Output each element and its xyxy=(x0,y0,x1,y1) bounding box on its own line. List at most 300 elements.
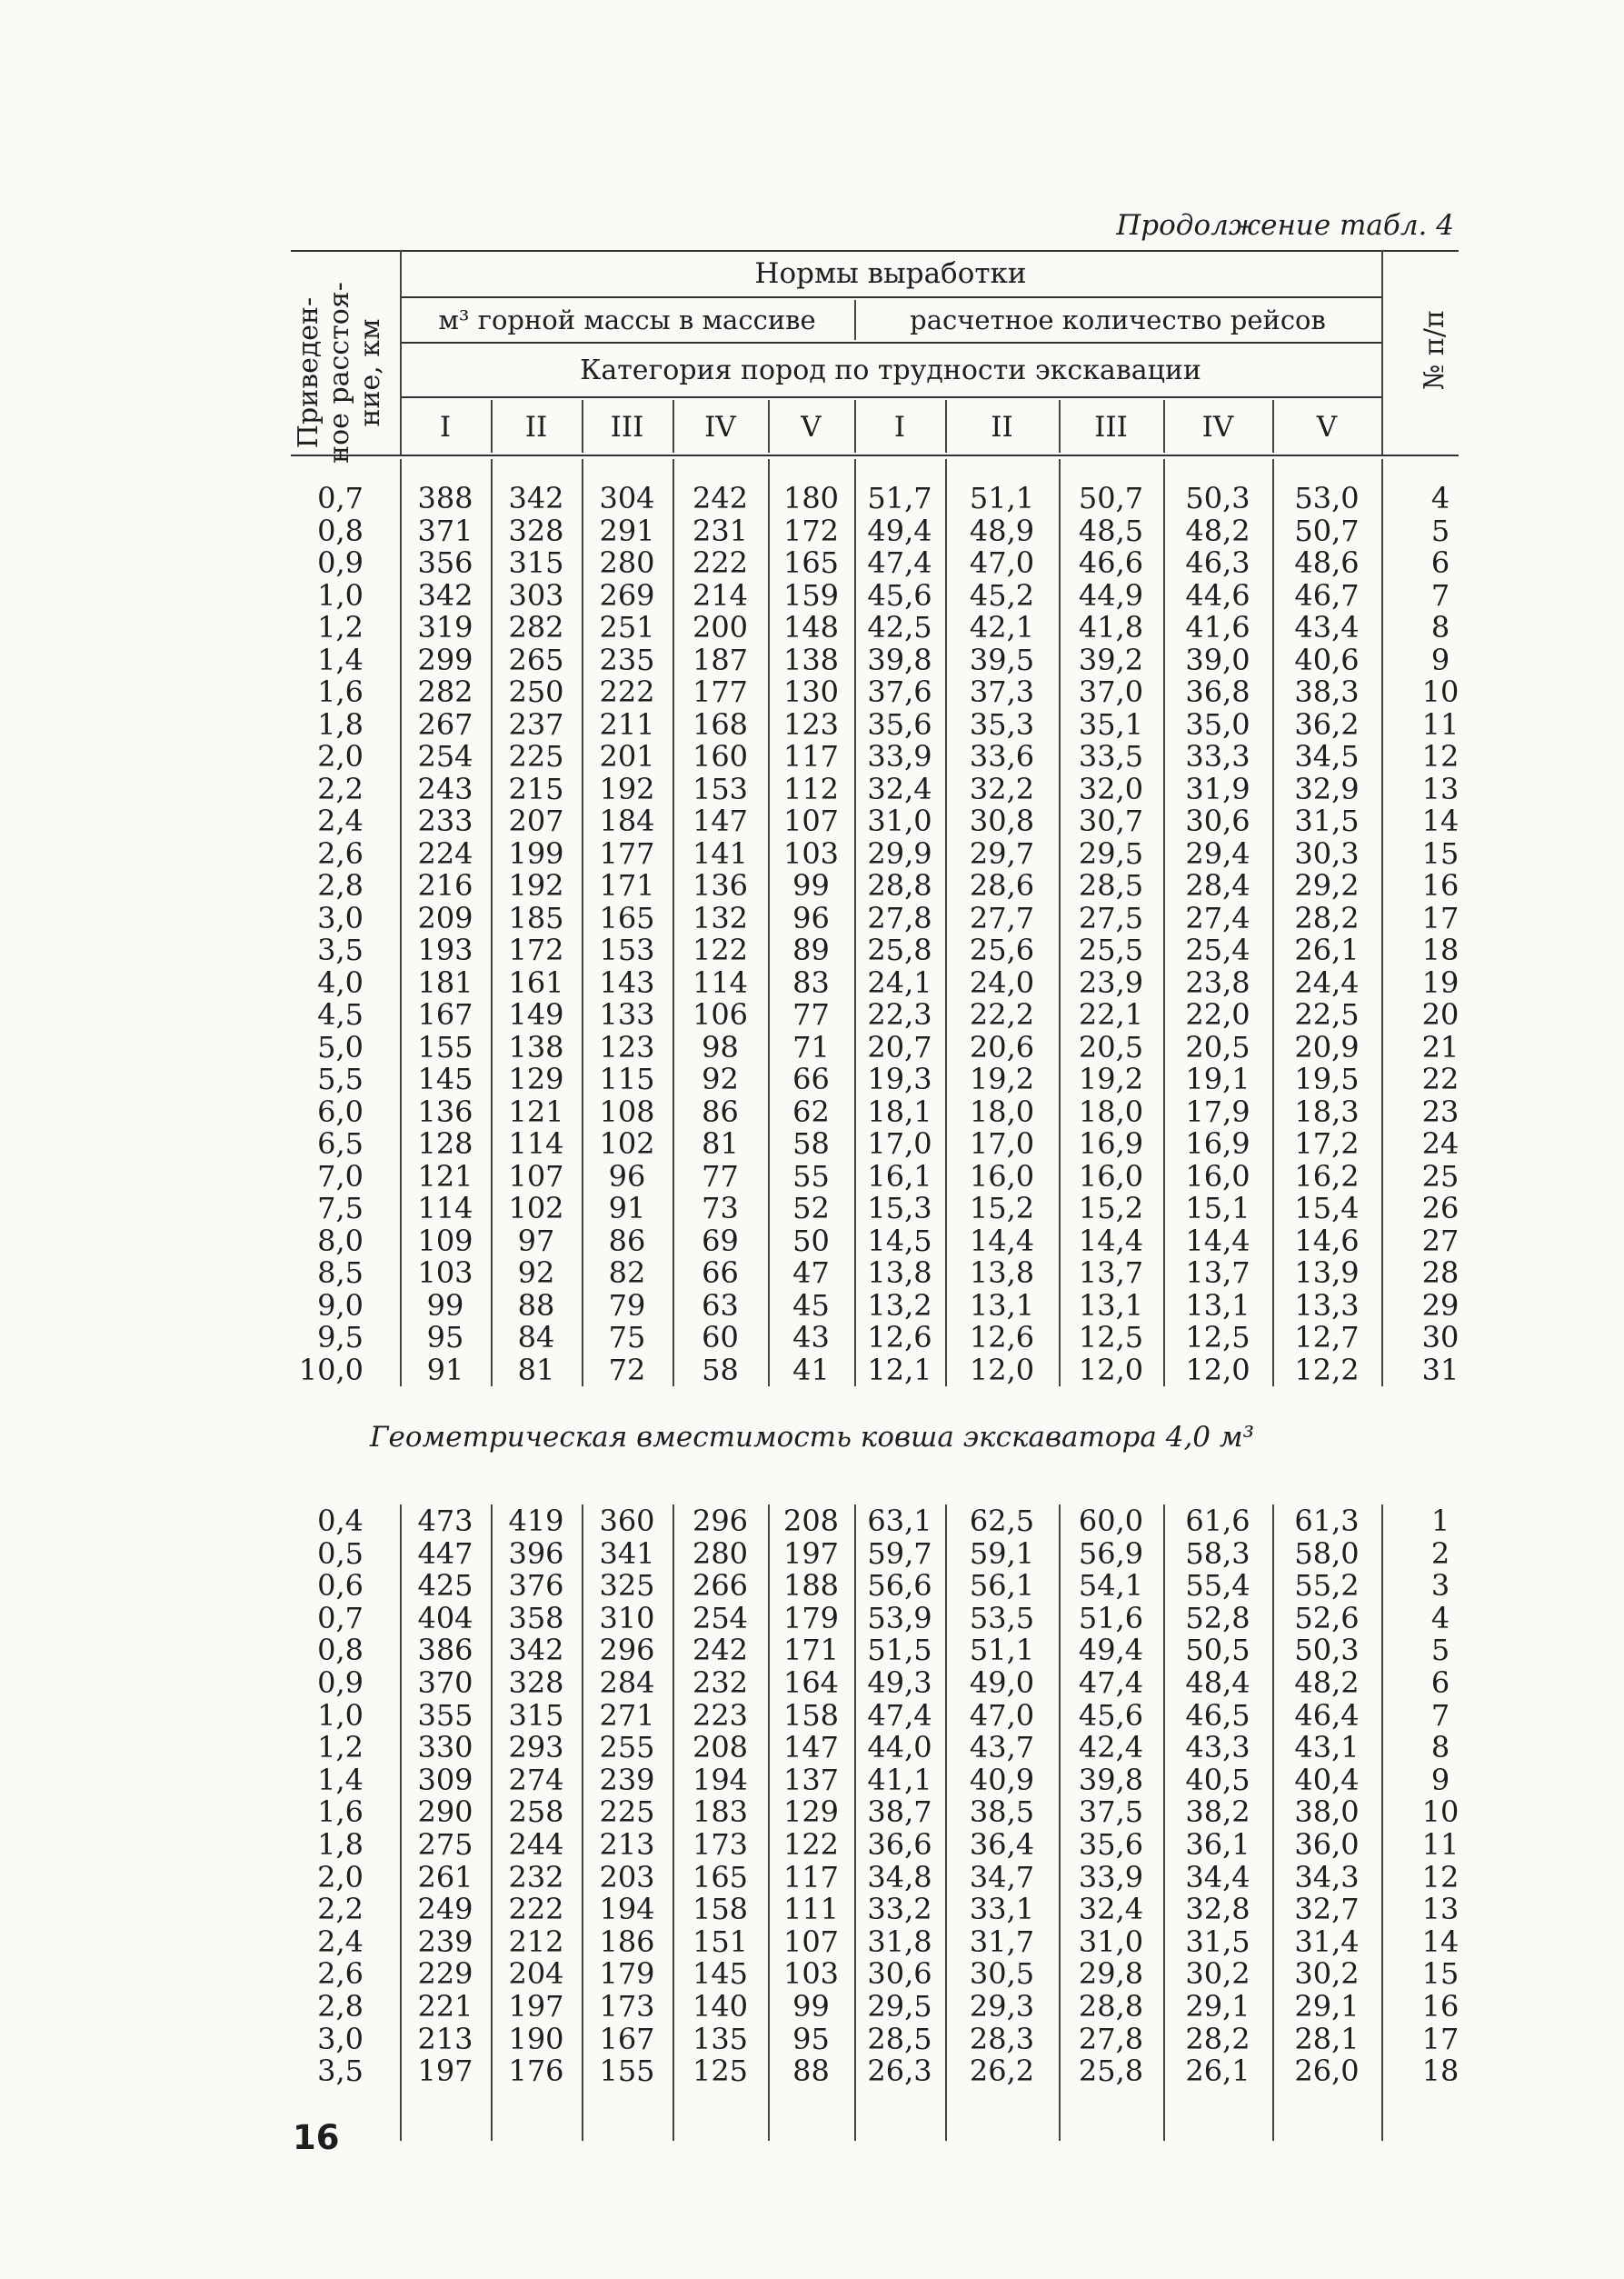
cell-mass-cat-5: 158 xyxy=(782,1697,840,1733)
cell-mass-cat-2: 185 xyxy=(508,900,564,935)
cell-mass-cat-4: 254 xyxy=(692,1600,749,1635)
cell-trips-cat-1: 12,1 xyxy=(867,1352,932,1387)
cell-trips-cat-4: 23,8 xyxy=(1185,965,1250,1000)
cell-trips-cat-3: 41,8 xyxy=(1078,610,1144,645)
cell-trips-cat-1: 33,9 xyxy=(867,739,932,774)
cell-row-number: 11 xyxy=(1421,706,1460,742)
cell-trips-cat-5: 12,7 xyxy=(1294,1320,1360,1354)
cell-trips-cat-2: 15,2 xyxy=(969,1191,1035,1225)
cell-trips-cat-3: 13,7 xyxy=(1078,1255,1144,1290)
cell-mass-cat-5: 129 xyxy=(782,1794,840,1830)
cell-mass-cat-2: 138 xyxy=(508,1029,564,1065)
header-category: Категория пород по трудности экскавации xyxy=(580,355,1201,386)
cell-mass-cat-1: 209 xyxy=(417,900,473,935)
cell-trips-cat-1: 41,1 xyxy=(867,1762,932,1797)
cell-distance: 0,5 xyxy=(317,1535,364,1571)
cell-trips-cat-4: 55,4 xyxy=(1185,1568,1250,1604)
table-row xyxy=(0,837,1624,870)
table-row xyxy=(0,869,1624,902)
table-row xyxy=(0,902,1624,935)
cell-trips-cat-1: 56,6 xyxy=(867,1568,932,1604)
cell-row-number: 11 xyxy=(1421,1827,1460,1862)
cell-mass-cat-5: 180 xyxy=(782,481,840,515)
cell-trips-cat-5: 22,5 xyxy=(1294,997,1360,1032)
table-row xyxy=(0,579,1624,612)
cell-trips-cat-2: 47,0 xyxy=(969,545,1035,580)
cell-trips-cat-1: 42,5 xyxy=(867,610,932,645)
cell-row-number: 7 xyxy=(1430,577,1450,613)
cell-trips-cat-5: 28,1 xyxy=(1294,2021,1360,2056)
cell-trips-cat-3: 20,5 xyxy=(1078,1029,1144,1065)
cell-trips-cat-5: 30,3 xyxy=(1294,835,1360,871)
cell-trips-cat-3: 16,9 xyxy=(1078,1126,1144,1161)
cell-mass-cat-3: 251 xyxy=(599,610,655,645)
cell-mass-cat-1: 330 xyxy=(417,1730,473,1765)
table-row xyxy=(0,644,1624,676)
cell-mass-cat-1: 239 xyxy=(417,1924,473,1959)
cell-trips-cat-2: 33,6 xyxy=(969,739,1035,774)
cell-trips-cat-3: 33,5 xyxy=(1078,739,1144,774)
cell-mass-cat-4: 63 xyxy=(702,1287,739,1323)
cell-mass-cat-4: 58 xyxy=(702,1352,739,1387)
cell-trips-cat-5: 38,0 xyxy=(1294,1794,1360,1830)
table-row xyxy=(0,546,1624,579)
cell-row-number: 20 xyxy=(1421,997,1460,1032)
cell-trips-cat-1: 36,6 xyxy=(867,1827,932,1862)
header-norms: Нормы выработки xyxy=(754,257,1027,290)
table-row xyxy=(0,1990,1624,2023)
cell-trips-cat-1: 49,3 xyxy=(867,1665,932,1700)
cell-trips-cat-2: 29,7 xyxy=(969,835,1035,871)
cell-mass-cat-5: 171 xyxy=(782,1633,840,1668)
cell-trips-cat-1: 14,5 xyxy=(867,1223,932,1258)
cell-mass-cat-5: 164 xyxy=(782,1665,840,1700)
cell-mass-cat-4: 194 xyxy=(692,1762,749,1797)
table-row xyxy=(0,998,1624,1031)
cell-trips-cat-5: 38,3 xyxy=(1294,675,1360,709)
cell-trips-cat-2: 31,7 xyxy=(969,1924,1035,1959)
cell-distance: 1,4 xyxy=(317,642,364,677)
cell-trips-cat-5: 14,6 xyxy=(1294,1223,1360,1258)
cell-distance: 4,0 xyxy=(317,965,364,1000)
cell-row-number: 3 xyxy=(1430,1568,1450,1604)
cell-trips-cat-5: 43,4 xyxy=(1294,610,1360,645)
cell-mass-cat-5: 137 xyxy=(782,1762,840,1797)
cell-mass-cat-1: 155 xyxy=(417,1029,473,1065)
cell-trips-cat-3: 45,6 xyxy=(1078,1697,1144,1733)
cell-trips-cat-1: 59,7 xyxy=(867,1535,932,1571)
cell-mass-cat-2: 192 xyxy=(508,868,564,903)
rule-below-groups xyxy=(400,342,1381,344)
cell-trips-cat-2: 49,0 xyxy=(969,1665,1035,1700)
cell-trips-cat-4: 52,8 xyxy=(1185,1600,1250,1635)
cell-mass-cat-5: 122 xyxy=(782,1827,840,1862)
table-row xyxy=(0,1256,1624,1289)
cell-mass-cat-4: 165 xyxy=(692,1859,749,1894)
cell-mass-cat-5: 55 xyxy=(792,1158,830,1194)
cell-row-number: 12 xyxy=(1421,739,1460,774)
table-row xyxy=(0,515,1624,547)
cell-mass-cat-5: 208 xyxy=(782,1504,840,1538)
cell-mass-cat-3: 201 xyxy=(599,739,655,774)
cell-trips-cat-2: 25,6 xyxy=(969,933,1035,967)
cell-trips-cat-2: 62,5 xyxy=(969,1504,1035,1538)
cell-row-number: 22 xyxy=(1421,1062,1460,1096)
cell-distance: 1,0 xyxy=(317,577,364,613)
cell-mass-cat-5: 130 xyxy=(782,675,840,709)
cell-distance: 2,0 xyxy=(317,1859,364,1894)
cell-trips-cat-4: 31,9 xyxy=(1185,771,1250,806)
cell-mass-cat-2: 129 xyxy=(508,1062,564,1096)
cell-row-number: 16 xyxy=(1421,868,1460,903)
table-row xyxy=(0,1095,1624,1128)
cell-trips-cat-2: 51,1 xyxy=(969,481,1035,515)
cell-mass-cat-1: 229 xyxy=(417,1956,473,1992)
cell-trips-cat-3: 54,1 xyxy=(1078,1568,1144,1604)
table-row xyxy=(0,1666,1624,1699)
header-cat-7: II xyxy=(991,411,1013,444)
cell-distance: 10,0 xyxy=(298,1352,364,1387)
cell-mass-cat-3: 310 xyxy=(599,1600,655,1635)
cell-row-number: 12 xyxy=(1421,1859,1460,1894)
cell-mass-cat-3: 79 xyxy=(608,1287,646,1323)
cell-mass-cat-5: 77 xyxy=(792,997,830,1032)
cell-mass-cat-2: 376 xyxy=(508,1568,564,1604)
cell-distance: 3,0 xyxy=(317,2021,364,2056)
cell-distance: 2,6 xyxy=(317,1956,364,1992)
cell-trips-cat-5: 48,2 xyxy=(1294,1665,1360,1700)
cell-mass-cat-4: 135 xyxy=(692,2021,749,2056)
table-row xyxy=(0,1925,1624,1958)
cell-row-number: 14 xyxy=(1421,804,1460,838)
cell-trips-cat-4: 27,4 xyxy=(1185,900,1250,935)
cell-trips-cat-4: 30,2 xyxy=(1185,1956,1250,1992)
cell-mass-cat-2: 315 xyxy=(508,1697,564,1733)
cell-trips-cat-5: 61,3 xyxy=(1294,1504,1360,1538)
cell-mass-cat-2: 358 xyxy=(508,1600,564,1635)
cell-mass-cat-2: 328 xyxy=(508,513,564,548)
cell-distance: 1,4 xyxy=(317,1762,364,1797)
cell-trips-cat-3: 25,5 xyxy=(1078,933,1144,967)
cell-distance: 1,2 xyxy=(317,1730,364,1765)
cell-trips-cat-4: 61,6 xyxy=(1185,1504,1250,1538)
cell-mass-cat-1: 404 xyxy=(417,1600,473,1635)
cell-mass-cat-1: 282 xyxy=(417,675,473,709)
cell-mass-cat-1: 114 xyxy=(417,1191,473,1225)
cell-mass-cat-5: 52 xyxy=(792,1191,830,1225)
cell-trips-cat-5: 34,3 xyxy=(1294,1859,1360,1894)
cell-trips-cat-1: 12,6 xyxy=(867,1320,932,1354)
cell-row-number: 9 xyxy=(1430,642,1450,677)
cell-mass-cat-1: 309 xyxy=(417,1762,473,1797)
cell-mass-cat-1: 371 xyxy=(417,513,473,548)
cell-mass-cat-5: 103 xyxy=(782,835,840,871)
cell-mass-cat-3: 304 xyxy=(599,481,655,515)
cell-mass-cat-1: 342 xyxy=(417,577,473,613)
table-row xyxy=(0,482,1624,515)
cell-trips-cat-1: 39,8 xyxy=(867,642,932,677)
table-row xyxy=(0,934,1624,966)
cell-distance: 9,0 xyxy=(317,1287,364,1323)
cell-mass-cat-5: 147 xyxy=(782,1730,840,1765)
table-row xyxy=(0,1127,1624,1160)
cell-mass-cat-4: 242 xyxy=(692,481,749,515)
cell-trips-cat-4: 16,9 xyxy=(1185,1126,1250,1161)
header-top-rule xyxy=(291,250,1459,252)
table-row xyxy=(0,611,1624,644)
cell-mass-cat-5: 117 xyxy=(782,739,840,774)
cell-mass-cat-4: 151 xyxy=(692,1924,749,1959)
cell-trips-cat-4: 29,4 xyxy=(1185,835,1250,871)
cell-mass-cat-1: 299 xyxy=(417,642,473,677)
cell-trips-cat-2: 43,7 xyxy=(969,1730,1035,1765)
cell-mass-cat-2: 81 xyxy=(517,1352,555,1387)
cell-trips-cat-5: 26,0 xyxy=(1294,2054,1360,2089)
table-row xyxy=(0,1699,1624,1732)
cell-trips-cat-2: 12,0 xyxy=(969,1352,1035,1387)
cell-mass-cat-3: 72 xyxy=(608,1352,646,1387)
cell-mass-cat-4: 183 xyxy=(692,1794,749,1830)
cell-distance: 0,6 xyxy=(317,1568,364,1604)
cell-distance: 0,8 xyxy=(317,1633,364,1668)
cell-mass-cat-3: 192 xyxy=(599,771,655,806)
cell-trips-cat-1: 37,6 xyxy=(867,675,932,709)
cell-trips-cat-4: 34,4 xyxy=(1185,1859,1250,1894)
cell-trips-cat-5: 36,0 xyxy=(1294,1827,1360,1862)
cell-mass-cat-5: 159 xyxy=(782,577,840,613)
cell-distance: 7,5 xyxy=(317,1191,364,1225)
cell-row-number: 28 xyxy=(1421,1255,1460,1290)
cell-trips-cat-2: 26,2 xyxy=(969,2054,1035,2089)
cell-trips-cat-3: 15,2 xyxy=(1078,1191,1144,1225)
cell-mass-cat-5: 117 xyxy=(782,1859,840,1894)
cell-trips-cat-3: 30,7 xyxy=(1078,804,1144,838)
cell-distance: 3,5 xyxy=(317,933,364,967)
cell-mass-cat-1: 121 xyxy=(417,1158,473,1194)
cell-trips-cat-2: 38,5 xyxy=(969,1794,1035,1830)
cell-row-number: 2 xyxy=(1430,1535,1450,1571)
cell-distance: 1,6 xyxy=(317,675,364,709)
cell-mass-cat-1: 95 xyxy=(426,1320,464,1354)
cell-distance: 8,0 xyxy=(317,1223,364,1258)
cell-trips-cat-5: 58,0 xyxy=(1294,1535,1360,1571)
table-row xyxy=(0,1063,1624,1095)
cell-trips-cat-4: 43,3 xyxy=(1185,1730,1250,1765)
table-row xyxy=(0,805,1624,837)
cell-mass-cat-2: 121 xyxy=(508,1094,564,1129)
cell-trips-cat-5: 18,3 xyxy=(1294,1094,1360,1129)
cell-mass-cat-1: 145 xyxy=(417,1062,473,1096)
cell-mass-cat-1: 290 xyxy=(417,1794,473,1830)
cell-trips-cat-5: 28,2 xyxy=(1294,900,1360,935)
cell-mass-cat-2: 258 xyxy=(508,1794,564,1830)
cell-trips-cat-2: 59,1 xyxy=(969,1535,1035,1571)
cell-mass-cat-4: 296 xyxy=(692,1504,749,1538)
cell-distance: 1,0 xyxy=(317,1697,364,1733)
cell-mass-cat-4: 106 xyxy=(692,997,749,1032)
cell-mass-cat-4: 200 xyxy=(692,610,749,645)
cell-mass-cat-4: 168 xyxy=(692,706,749,742)
cell-trips-cat-3: 31,0 xyxy=(1078,1924,1144,1959)
cell-trips-cat-2: 28,6 xyxy=(969,868,1035,903)
cell-mass-cat-1: 275 xyxy=(417,1827,473,1862)
cell-row-number: 15 xyxy=(1421,835,1460,871)
header-cat-8: III xyxy=(1094,411,1128,444)
cell-trips-cat-2: 12,6 xyxy=(969,1320,1035,1354)
cell-trips-cat-4: 46,5 xyxy=(1185,1697,1250,1733)
cell-mass-cat-5: 99 xyxy=(792,868,830,903)
cell-trips-cat-1: 49,4 xyxy=(867,513,932,548)
cell-mass-cat-2: 303 xyxy=(508,577,564,613)
cell-mass-cat-2: 342 xyxy=(508,1633,564,1668)
cell-trips-cat-5: 26,1 xyxy=(1294,933,1360,967)
table-row xyxy=(0,1957,1624,1990)
cell-trips-cat-3: 42,4 xyxy=(1078,1730,1144,1765)
table-row xyxy=(0,1569,1624,1602)
header-divider-number xyxy=(1381,250,1383,455)
cell-trips-cat-3: 25,8 xyxy=(1078,2054,1144,2089)
cell-distance: 0,8 xyxy=(317,513,364,548)
cell-mass-cat-5: 148 xyxy=(782,610,840,645)
header-bottom-rule xyxy=(291,455,1459,456)
cell-trips-cat-3: 18,0 xyxy=(1078,1094,1144,1129)
cell-trips-cat-5: 29,1 xyxy=(1294,1989,1360,2024)
cell-mass-cat-3: 225 xyxy=(599,1794,655,1830)
cell-mass-cat-3: 213 xyxy=(599,1827,655,1862)
table-row xyxy=(0,1861,1624,1894)
cell-trips-cat-1: 13,8 xyxy=(867,1255,932,1290)
table-row xyxy=(0,675,1624,708)
cell-trips-cat-1: 33,2 xyxy=(867,1892,932,1927)
cell-distance: 1,8 xyxy=(317,1827,364,1862)
cell-trips-cat-4: 28,4 xyxy=(1185,868,1250,903)
cell-distance: 2,4 xyxy=(317,804,364,838)
cell-mass-cat-2: 88 xyxy=(517,1287,555,1323)
cell-trips-cat-5: 30,2 xyxy=(1294,1956,1360,1992)
cell-row-number: 8 xyxy=(1430,610,1450,645)
cell-trips-cat-2: 22,2 xyxy=(969,997,1035,1032)
cell-mass-cat-3: 211 xyxy=(599,706,655,742)
cell-row-number: 31 xyxy=(1421,1352,1460,1387)
header-cat-9: IV xyxy=(1201,411,1234,444)
table-row xyxy=(0,1795,1624,1828)
cell-trips-cat-2: 30,8 xyxy=(969,804,1035,838)
cell-trips-cat-2: 28,3 xyxy=(969,2021,1035,2056)
cell-trips-cat-5: 24,4 xyxy=(1294,965,1360,1000)
cell-mass-cat-4: 232 xyxy=(692,1665,749,1700)
cell-trips-cat-3: 29,5 xyxy=(1078,835,1144,871)
cell-trips-cat-1: 25,8 xyxy=(867,933,932,967)
cell-mass-cat-2: 293 xyxy=(508,1730,564,1765)
cell-mass-cat-1: 388 xyxy=(417,481,473,515)
cell-trips-cat-4: 22,0 xyxy=(1185,997,1250,1032)
cell-row-number: 10 xyxy=(1421,675,1460,709)
cell-mass-cat-4: 223 xyxy=(692,1697,749,1733)
cell-trips-cat-4: 30,6 xyxy=(1185,804,1250,838)
cell-trips-cat-1: 32,4 xyxy=(867,771,932,806)
cell-trips-cat-3: 51,6 xyxy=(1078,1600,1144,1635)
cell-mass-cat-4: 86 xyxy=(702,1094,739,1129)
cell-mass-cat-4: 69 xyxy=(702,1223,739,1258)
cell-mass-cat-2: 161 xyxy=(508,965,564,1000)
cell-mass-cat-2: 92 xyxy=(517,1255,555,1290)
cell-trips-cat-2: 24,0 xyxy=(969,965,1035,1000)
cell-row-number: 17 xyxy=(1421,900,1460,935)
cell-distance: 9,5 xyxy=(317,1320,364,1354)
cell-mass-cat-3: 115 xyxy=(599,1062,655,1096)
cell-trips-cat-3: 28,8 xyxy=(1078,1989,1144,2024)
cell-row-number: 1 xyxy=(1430,1504,1450,1538)
cell-row-number: 19 xyxy=(1421,965,1460,1000)
cell-trips-cat-4: 32,8 xyxy=(1185,1892,1250,1927)
cell-mass-cat-4: 147 xyxy=(692,804,749,838)
cell-trips-cat-1: 44,0 xyxy=(867,1730,932,1765)
cell-mass-cat-1: 103 xyxy=(417,1255,473,1290)
cell-trips-cat-2: 17,0 xyxy=(969,1126,1035,1161)
cell-trips-cat-3: 48,5 xyxy=(1078,513,1144,548)
cell-trips-cat-2: 42,1 xyxy=(969,610,1035,645)
cell-trips-cat-5: 15,4 xyxy=(1294,1191,1360,1225)
cell-trips-cat-3: 39,8 xyxy=(1078,1762,1144,1797)
cell-mass-cat-3: 296 xyxy=(599,1633,655,1668)
cell-trips-cat-3: 35,1 xyxy=(1078,706,1144,742)
cell-distance: 3,5 xyxy=(317,2054,364,2089)
cell-trips-cat-1: 31,8 xyxy=(867,1924,932,1959)
cell-mass-cat-2: 97 xyxy=(517,1223,555,1258)
cell-trips-cat-2: 39,5 xyxy=(969,642,1035,677)
cell-mass-cat-3: 75 xyxy=(608,1320,646,1354)
cell-mass-cat-2: 149 xyxy=(508,997,564,1032)
cell-mass-cat-1: 355 xyxy=(417,1697,473,1733)
cell-mass-cat-4: 92 xyxy=(702,1062,739,1096)
cell-trips-cat-4: 16,0 xyxy=(1185,1158,1250,1194)
header-cat-2: II xyxy=(524,411,548,444)
cell-mass-cat-3: 96 xyxy=(608,1158,646,1194)
cell-trips-cat-1: 28,8 xyxy=(867,868,932,903)
cell-trips-cat-3: 49,4 xyxy=(1078,1633,1144,1668)
cell-trips-cat-3: 35,6 xyxy=(1078,1827,1144,1862)
cell-mass-cat-2: 342 xyxy=(508,481,564,515)
cell-trips-cat-5: 50,7 xyxy=(1294,513,1360,548)
cell-trips-cat-2: 45,2 xyxy=(969,577,1035,613)
cell-trips-cat-5: 19,5 xyxy=(1294,1062,1360,1096)
cell-mass-cat-3: 184 xyxy=(599,804,655,838)
cell-trips-cat-5: 29,2 xyxy=(1294,868,1360,903)
cell-mass-cat-3: 155 xyxy=(599,2054,655,2089)
cell-trips-cat-3: 32,0 xyxy=(1078,771,1144,806)
cell-mass-cat-5: 107 xyxy=(782,1924,840,1959)
cell-mass-cat-4: 160 xyxy=(692,739,749,774)
cell-trips-cat-4: 44,6 xyxy=(1185,577,1250,613)
cell-mass-cat-5: 71 xyxy=(792,1029,830,1065)
cell-trips-cat-1: 26,3 xyxy=(867,2054,932,2089)
cell-trips-cat-3: 47,4 xyxy=(1078,1665,1144,1700)
cell-trips-cat-4: 13,7 xyxy=(1185,1255,1250,1290)
cell-trips-cat-2: 34,7 xyxy=(969,1859,1035,1894)
cell-mass-cat-1: 91 xyxy=(426,1352,464,1387)
cell-trips-cat-5: 17,2 xyxy=(1294,1126,1360,1161)
cell-mass-cat-3: 165 xyxy=(599,900,655,935)
cell-mass-cat-2: 212 xyxy=(508,1924,564,1959)
cell-distance: 1,2 xyxy=(317,610,364,645)
cell-mass-cat-2: 199 xyxy=(508,835,564,871)
cell-trips-cat-3: 60,0 xyxy=(1078,1504,1144,1538)
cell-trips-cat-1: 47,4 xyxy=(867,545,932,580)
table-row xyxy=(0,1160,1624,1193)
cell-mass-cat-3: 235 xyxy=(599,642,655,677)
cell-trips-cat-4: 26,1 xyxy=(1185,2054,1250,2089)
cell-mass-cat-4: 145 xyxy=(692,1956,749,1992)
